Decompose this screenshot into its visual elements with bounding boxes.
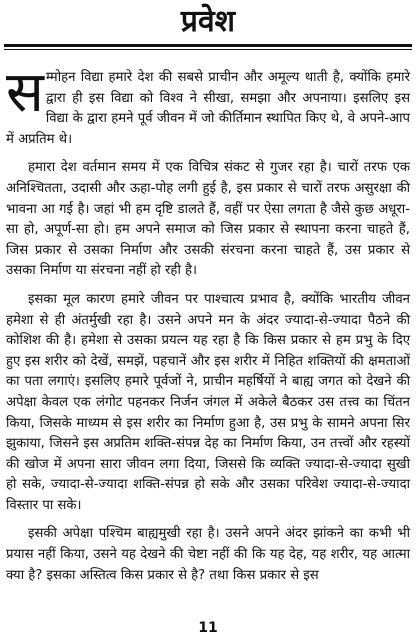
page-number: 11 (198, 620, 218, 636)
drop-cap: स (6, 60, 44, 125)
body-text (6, 60, 410, 586)
paragraph-4: इसकी अपेक्षा पश्चिम बाह्यमुखी रहा है। उसने अपने अंदर झांकने का कभी भी प्रयास नहीं किया, उसने यह देखने की चेष्टा नहीं की कि यह देह, यह शरीर, यह आत्मा क्या है? इसका अस्तित्व किस प्रकार से है? तथा किस प्रकार से इस (6, 526, 410, 583)
paragraph-3: इसका मूल कारण हमारे जीवन पर पाश्चात्य प्रभाव है, क्योंकि भारतीय जीवन हमेशा से ही अंतर्मुखी रहा है। उसने अपने मन के अंदर ज्यादा-से-ज्यादा पैठने की कोशिश की है। हमेशा से उसका प्रयत्न यह रहा है कि किस प्रकार से हम प्रभु के दिए हुए इस शरीर को देखें, समझें, पहचानें और इस शरीर में निहित शक्तियों की क्षमताओं का पता लगाएं। इसलिए हमारे पूर्वजों ने, प्राचीन महर्षियों ने बाह्य जगत को देखने की अपेक्षा केवल एक लंगोट पहनकर निर्जन जंगल में अकेले बैठकर उस तत्त्व का चिंतन किया, जिसके माध्यम से इस शरीर का निर्माण हुआ है, उस प्रभु के सामने अपना सिर झुकाया, जिसने इस अप्रतिम शक्ति-संपन्न देह का निर्माण किया, उन तत्त्वों और रहस्यों की खोज में अपना सारा जीवन लगा दिया, जिससे कि व्यक्ति ज्यादा-से-ज्यादा सुखी हो सके, ज्यादा-से-ज्यादा शक्ति-संपन्न हो सके और उसका परिवेश ज्यादा-से-ज्यादा विस्तार पा सके। (6, 291, 410, 513)
paragraph-1-text: म्मोहन विद्या हमारे देश की सबसे प्राचीन और अमूल्य थाती है, क्योंकि हमारे द्वारा ही इस विद्या को विश्व ने सीखा, समझा और अपनाया। इसलिए इस विद्या के द्वारा हमने पूर्व जीवन में जो कीर्तिमान स्थापित किए थे, वे अपने-आप में अप्रतिम थे। (6, 70, 410, 147)
paragraph-2: हमारा देश वर्तमान समय में एक विचित्र संकट से गुजर रहा है। चारों तरफ एक अनिश्चितता, उदासी और ऊहा-पोह लगी हुई है, इस प्रकार से चारों तरफ असुरक्षा की भावना आ गई है। जहां भी हम दृष्टि डालते हैं, वहीं पर ऐसा लगता है जैसे कुछ अधूरा-सा हो, अपूर्ण-सा हो। हम अपने समाज को जिस प्रकार से स्थापना करना चाहते हैं, जिस प्रकार से उसका निर्माण और उसकी संरचना करना चाहते हैं, उस प्रकार से उसका निर्माण या संरचना नहीं हो रही है। (6, 160, 410, 279)
paragraph-1 (6, 60, 410, 150)
chapter-title: प्रवेश (180, 4, 236, 39)
title-underline-thin (4, 49, 412, 50)
title-underline (4, 44, 412, 47)
